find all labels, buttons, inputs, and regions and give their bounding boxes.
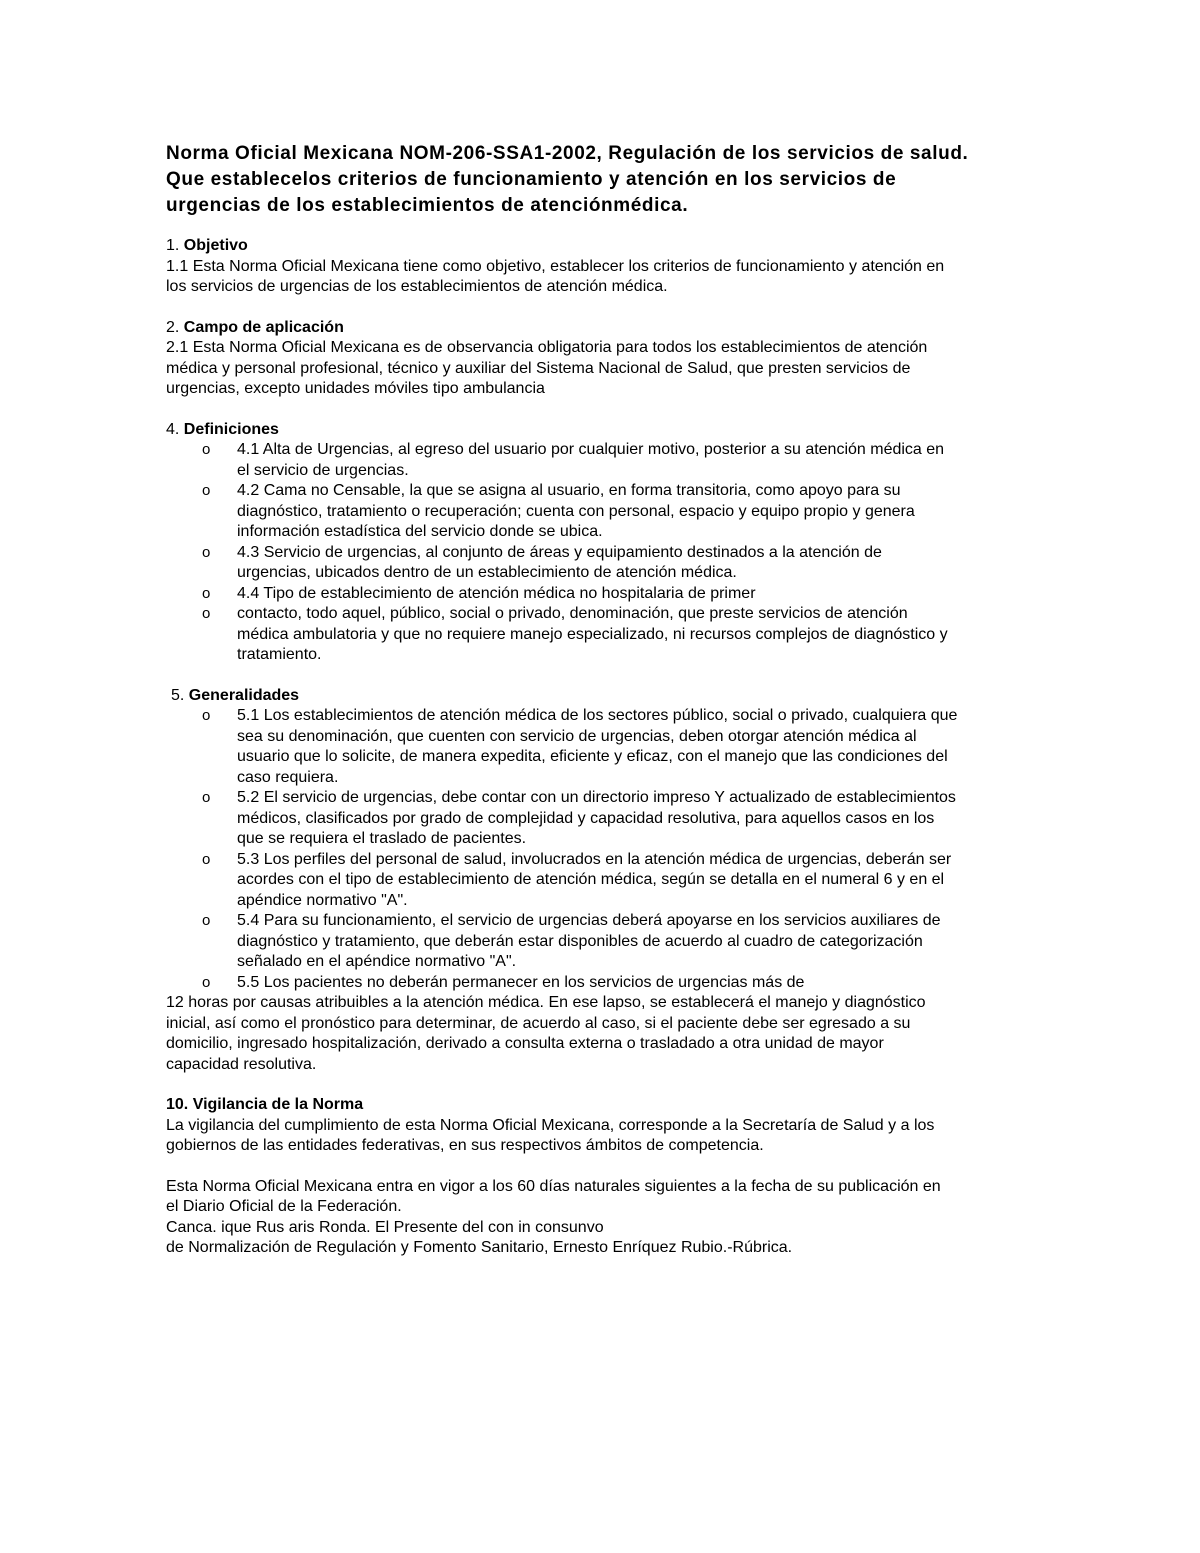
list-item-line: apéndice normativo "A".	[237, 891, 408, 909]
paragraph-line: gobiernos de las entidades federativas, en sus respectivos ámbitos de competencia.	[166, 1137, 764, 1154]
list-item	[166, 911, 1046, 973]
list-item-line: caso requiera.	[237, 768, 339, 786]
paragraph-line: inicial, así como el pronóstico para determinar, de acuerdo al caso, si el paciente debe ser egresado a su	[166, 1014, 911, 1032]
paragraph-line: La vigilancia del cumplimiento de esta Norma Oficial Mexicana, corresponde a la Secretaría de Salud y a los	[166, 1116, 935, 1134]
list-item	[166, 543, 1046, 584]
section-title: Definiciones	[183, 420, 279, 438]
paragraph-line: 1.1 Esta Norma Oficial Mexicana tiene como objetivo, establecer los criterios de funcionamiento y atención en	[166, 257, 945, 275]
list-item-line: 5.4 Para su funcionamiento, el servicio de urgencias deberá apoyarse en los servicios auxiliares de	[237, 912, 941, 929]
list-item-line: 5.2 El servicio de urgencias, debe contar con un directorio impreso Y actualizado de establecimientos	[237, 789, 956, 806]
section-heading-generalidades	[166, 686, 1046, 707]
bullet-marker: o	[202, 584, 211, 602]
definitions-list	[166, 440, 1046, 666]
paragraph-line: los servicios de urgencias de los establecimientos de atención médica.	[166, 278, 668, 295]
section-heading-objetivo	[166, 236, 1046, 257]
section-number: 2.	[166, 318, 184, 336]
section-heading-campo	[166, 318, 1046, 339]
list-item-line: señalado en el apéndice normativo "A".	[237, 953, 517, 970]
paragraph-line: Canca. ique Rus aris Ronda. El Presente del con in consunvo	[166, 1218, 604, 1236]
list-item-line: 4.3 Servicio de urgencias, al conjunto de áreas y equipamiento destinados a la atención de	[237, 543, 882, 561]
list-item-line: usuario que lo solicite, de manera expedita, eficiente y eficaz, con el manejo que las condiciones del	[237, 748, 948, 765]
list-item	[166, 850, 1046, 912]
section-heading-vigilancia	[166, 1095, 1046, 1116]
list-item-line: diagnóstico, tratamiento o recuperación; cuenta con personal, espacio y equipo propio y genera	[237, 502, 915, 520]
list-item	[166, 584, 1046, 605]
title-line: urgencias de los establecimientos de atenciónmédica.	[166, 195, 689, 216]
list-item	[166, 788, 1046, 850]
paragraph-line: domicilio, ingresado hospitalización, derivado a consulta externa o trasladado a otra unidad de mayor	[166, 1035, 884, 1052]
list-item-line: 4.1 Alta de Urgencias, al egreso del usuario por cualquier motivo, posterior a su atención médica en	[237, 441, 945, 458]
list-item-line: 5.5 Los pacientes no deberán permanecer en los servicios de urgencias más de	[237, 973, 805, 991]
list-item	[166, 440, 1046, 481]
bullet-marker: o	[202, 707, 211, 724]
bullet-marker: o	[202, 543, 211, 561]
list-item-line: el servicio de urgencias.	[237, 461, 409, 479]
paragraph-line: 2.1 Esta Norma Oficial Mexicana es de observancia obligatoria para todos los establecimientos de atención	[166, 339, 928, 356]
document-title	[166, 141, 1046, 219]
section-title: Objetivo	[183, 237, 248, 254]
section-title: Generalidades	[188, 686, 300, 704]
list-item-line: 4.4 Tipo de establecimiento de atención médica no hospitalaria de primer	[237, 584, 756, 602]
list-item	[166, 973, 1046, 994]
paragraph-line: 12 horas por causas atribuibles a la atención médica. En ese lapso, se establecerá el manejo y diagnóstico	[166, 994, 926, 1011]
document-body	[166, 236, 1046, 1259]
paragraph-line: de Normalización de Regulación y Fomento Sanitario, Ernesto Enríquez Rubio.-Rúbrica.	[166, 1239, 793, 1256]
paragraph-line: Esta Norma Oficial Mexicana entra en vigor a los 60 días naturales siguientes a la fecha de su publicación en	[166, 1177, 941, 1195]
title-line: Que establecelos criterios de funcionamiento y atención en los servicios de	[166, 169, 897, 190]
bullet-marker: o	[202, 973, 211, 991]
list-item-line: diagnóstico y tratamiento, que deberán estar disponibles de acuerdo al cuadro de categorización	[237, 932, 923, 950]
paragraph-line: médica y personal profesional, técnico y auxiliar del Sistema Nacional de Salud, que presten servicios de	[166, 359, 911, 377]
bullet-marker: o	[202, 605, 211, 622]
section-number: 4.	[166, 420, 184, 438]
list-item-line: urgencias, ubicados dentro de un establecimiento de atención médica.	[237, 564, 737, 581]
list-item-line: acordes con el tipo de establecimiento de atención médica, según se detalla en el numeral 6 y en el	[237, 871, 945, 888]
list-item-line: 5.3 Los perfiles del personal de salud, involucrados en la atención médica de urgencias, deberán ser	[237, 850, 952, 868]
paragraph-line: el Diario Oficial de la Federación.	[166, 1198, 402, 1215]
title-line: Norma Oficial Mexicana NOM-206-SSA1-2002, Regulación de los servicios de salud.	[166, 143, 969, 164]
list-item	[166, 481, 1046, 543]
list-item-line: sea su denominación, que cuenten con servicio de urgencias, deben otorgar atención médica al	[237, 727, 917, 745]
bullet-marker: o	[202, 789, 211, 806]
list-item-line: tratamiento.	[237, 646, 322, 663]
bullet-marker: o	[202, 482, 211, 499]
list-item-line: médica ambulatoria y que no requiere manejo especializado, ni recursos complejos de diagnóstico y	[237, 625, 948, 643]
list-item-line: contacto, todo aquel, público, social o privado, denominación, que preste servicios de atención	[237, 605, 908, 622]
list-item-line: 5.1 Los establecimientos de atención médica de los sectores público, social o privado, cualquiera que	[237, 707, 958, 724]
section-title: Campo de aplicación	[183, 318, 344, 336]
bullet-marker: o	[202, 850, 211, 868]
section-heading-definiciones	[166, 420, 1046, 441]
list-item-line: que se requiera el traslado de pacientes.	[237, 830, 527, 847]
list-item-line: médicos, clasificados por grado de complejidad y capacidad resolutiva, para aquellos casos en los	[237, 809, 935, 827]
section-title: 10. Vigilancia de la Norma	[166, 1096, 364, 1113]
section-number: 5.	[171, 686, 189, 704]
list-item	[166, 706, 1046, 788]
paragraph-line: capacidad resolutiva.	[166, 1055, 317, 1073]
list-item	[166, 604, 1046, 666]
list-item-line: 4.2 Cama no Censable, la que se asigna al usuario, en forma transitoria, como apoyo para su	[237, 482, 901, 499]
bullet-marker: o	[202, 441, 211, 458]
paragraph-line: urgencias, excepto unidades móviles tipo ambulancia	[166, 380, 545, 397]
list-item-line: información estadística del servicio donde se ubica.	[237, 523, 603, 540]
bullet-marker: o	[202, 912, 211, 929]
generalidades-list	[166, 706, 1046, 993]
section-number: 1.	[166, 237, 184, 254]
